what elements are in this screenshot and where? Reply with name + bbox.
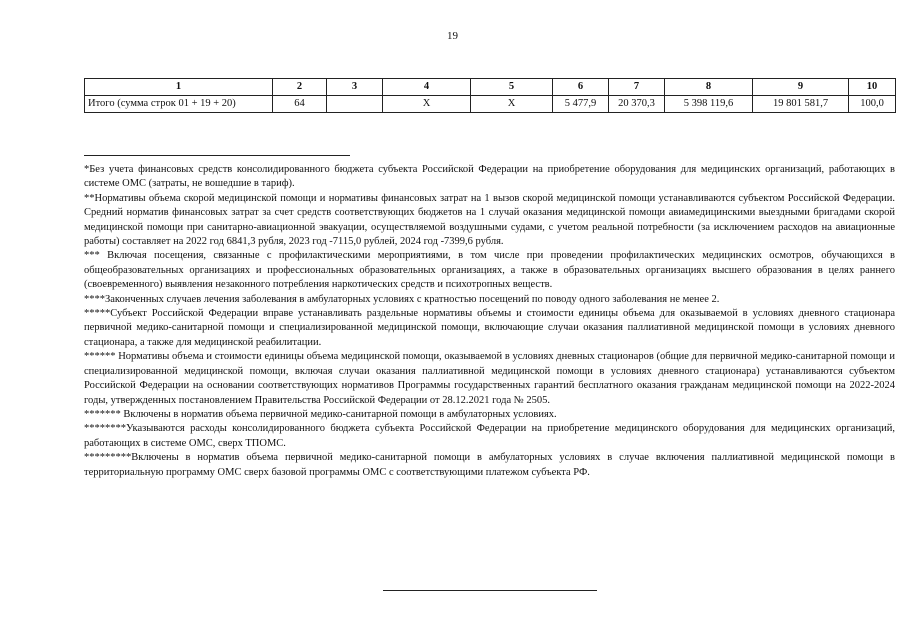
table-row xyxy=(85,96,896,113)
footnote: ********Указываются расходы консолидированного бюджета субъекта Российской Федерации на приобретение медицинского оборудования для медицинских организаций, работающих в системе ОМС, сверх ТПОМС. xyxy=(84,423,895,449)
table-cell: Итого (сумма строк 01 + 19 + 20) xyxy=(85,96,273,113)
footnote-separator xyxy=(84,155,350,156)
summary-table xyxy=(84,78,896,113)
column-header: 10 xyxy=(849,79,896,96)
footnote: **Нормативы объема скорой медицинской помощи и нормативы финансовых затрат на 1 вызов скорой медицинской помощи устанавливаются субъектом Российской Федерации. Средний норматив финансовых затрат за счет средств соответствующих бюджетов на 1 случай оказания медицинской помощи авиамедицинскими выездными бригадами скорой медицинской помощи при санитарно-авиационной эвакуации, осуществляемой воздушными судами, с учетом реальной потребности (за исключением расходов на авиационные работы) составляет на 2022 год 6841,3 рубля, 2023 год -7115,0 рублей, 2024 год -7399,6 рубля. xyxy=(84,192,895,248)
footnote: ****Законченных случаев лечения заболевания в амбулаторных условиях с кратностью посещений по поводу одного заболевания не менее 2. xyxy=(84,293,720,305)
footnote: *********Включены в норматив объема первичной медико-санитарной помощи в амбулаторных условиях в случае включения паллиативной медицинской помощи в территориальную программу ОМС сверх базовой программы ОМС с соответствующими платежом субъекта РФ. xyxy=(84,452,895,478)
footnote: *****Субъект Российской Федерации вправе устанавливать раздельные нормативы объемы и стоимости единицы объема для оказываемой в условиях дневного стационара первичной медико-санитарной помощи и специализированной медицинской помощи, включающие случаи оказания паллиативной медицинской помощи в условиях дневного стационара, а также для медицинской реабилитации. xyxy=(84,308,895,348)
footnote: *Без учета финансовых средств консолидированного бюджета субъекта Российской Федерации на приобретение оборудования для медицинских организаций, работающих в системе ОМС (затраты, не вошедшие в тариф). xyxy=(84,164,895,190)
footnote: *** Включая посещения, связанные с профилактическими мероприятиями, в том числе при проведении профилактических медицинских осмотров, обучающихся в общеобразовательных организациях и профессиональных образовательных организациях, а также в образовательных организациях высшего образования в целях раннего (своевременного) выявления незаконного потребления наркотических средств и психотропных веществ. xyxy=(84,250,895,291)
footnote: ****** Нормативы объема и стоимости единицы объема медицинской помощи, оказываемой в условиях дневных стационаров (общие для первичной медико-санитарной помощи и специализированной медицинской помощи, включая случаи оказания паллиативной медицинской помощи в условиях дневного стационара) устанавливаются субъектом Российской Федерации на основании соответствующих нормативов Программы государственных гарантий бесплатного оказания гражданам медицинской помощи на 2022-2024 годы, утвержденных постановлением Правительства Российской Федерации от 28.12.2021 года № 2505. xyxy=(84,351,895,406)
column-header: 5 xyxy=(471,79,553,96)
column-header: 2 xyxy=(273,79,327,96)
footnote: ******* Включены в норматив объема первичной медико-санитарной помощи в амбулаторных условиях. xyxy=(84,408,557,420)
column-header: 7 xyxy=(609,79,665,96)
table-cell: 19 801 581,7 xyxy=(753,96,849,113)
table-cell: 5 398 119,6 xyxy=(665,96,753,113)
table-cell: X xyxy=(383,96,471,113)
table-cell: 64 xyxy=(273,96,327,113)
table-cell xyxy=(327,96,383,113)
table-cell: X xyxy=(471,96,553,113)
column-header: 6 xyxy=(553,79,609,96)
table-header-row xyxy=(85,79,896,96)
column-header: 4 xyxy=(383,79,471,96)
column-header: 9 xyxy=(753,79,849,96)
table-cell: 5 477,9 xyxy=(553,96,609,113)
column-header: 3 xyxy=(327,79,383,96)
column-header: 1 xyxy=(85,79,273,96)
table-cell: 20 370,3 xyxy=(609,96,665,113)
page-number: 19 xyxy=(447,30,458,42)
footnotes xyxy=(84,163,895,480)
column-header: 8 xyxy=(665,79,753,96)
table-cell: 100,0 xyxy=(849,96,896,113)
bottom-separator xyxy=(383,590,597,591)
